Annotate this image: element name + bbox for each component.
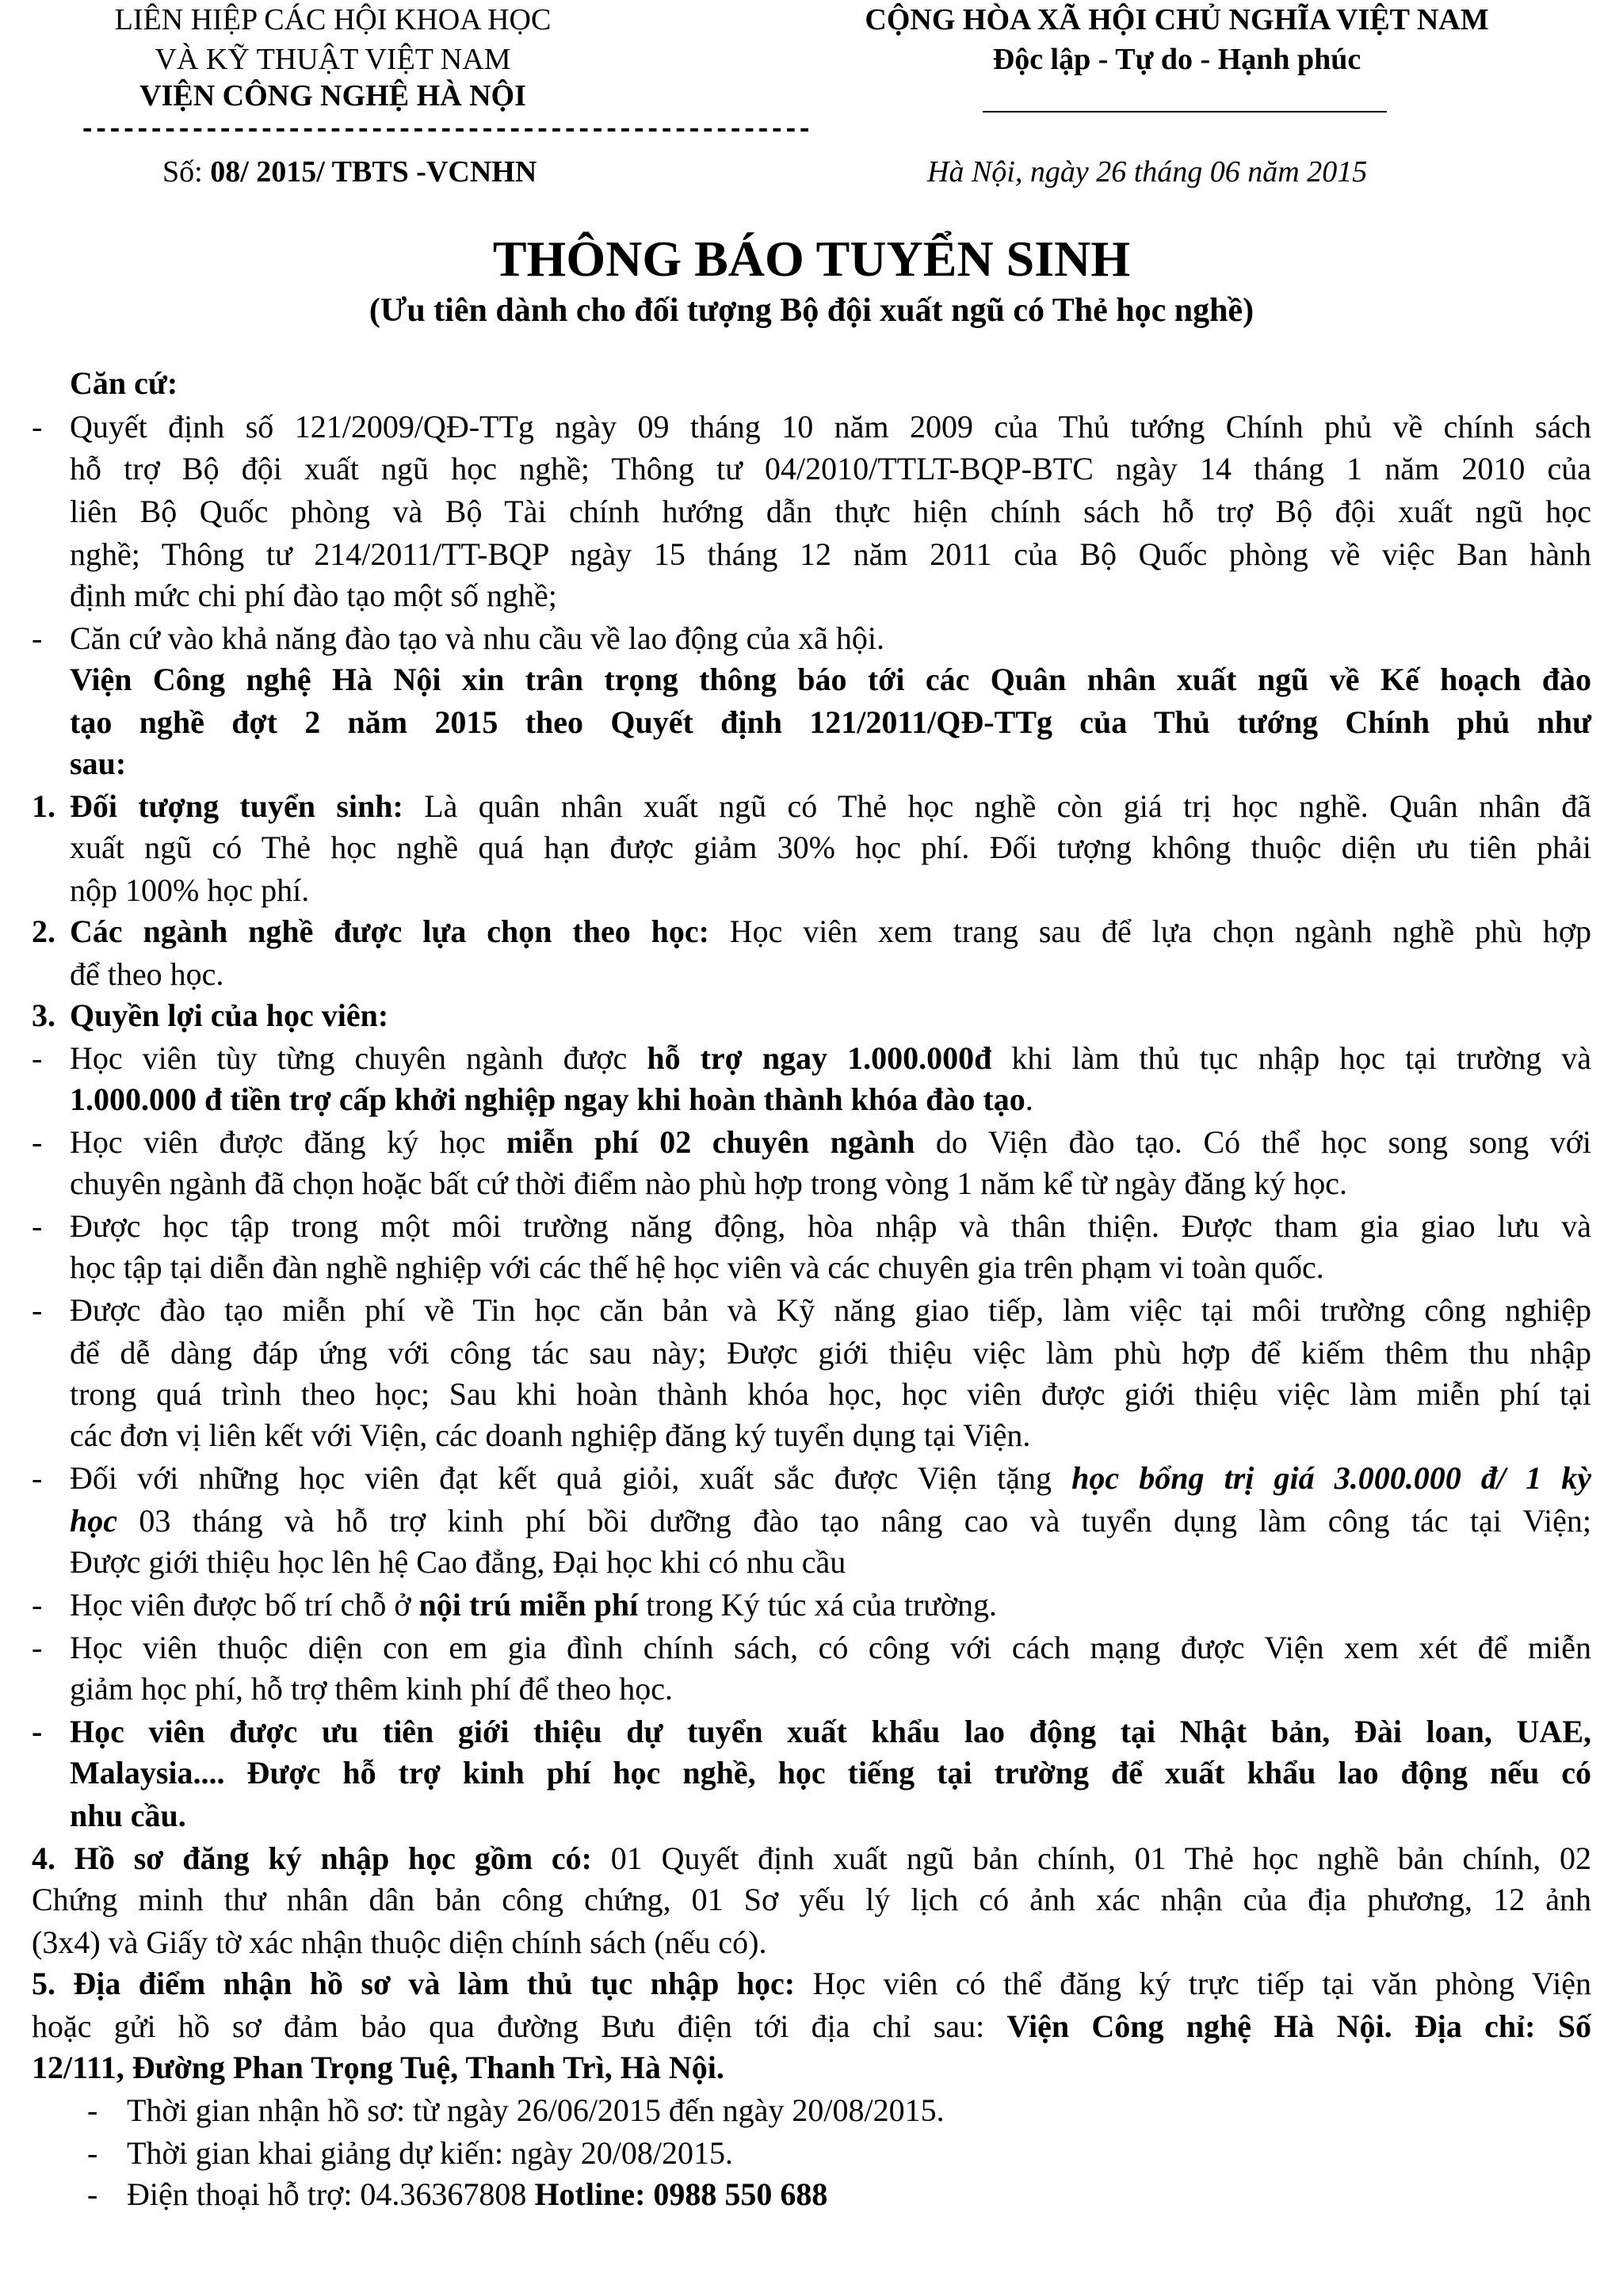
bullet-dash: - [87,2092,98,2128]
ref-number: 08/ 2015/ TBTS -VCNHN [210,155,537,189]
benefit6-highlight: nội trú miễn phí [418,1587,639,1623]
basis-item1-line: liên Bộ Quốc phòng và Bộ Tài chính hướng dẫn thực hiện chính sách hỗ trợ Bộ đội xuất ngũ học [70,494,1591,529]
benefit3-line: học tập tại diễn đàn nghề nghiệp với các thế hệ học viên và các chuyên gia trên phạm vi toàn quốc. [70,1249,1324,1285]
section4-line1 [32,1840,1591,1878]
scholarship-term: học [70,1503,117,1539]
section5-label: 5. Địa điểm nhận hồ sơ và làm thủ tục nhập học: [32,1966,796,2001]
section1-line3: nộp 100% học phí. [70,872,310,908]
benefit4-line: các đơn vị liên kết với Viện, các doanh nghiệp đăng ký tuyển dụng tại Viện. [70,1417,1031,1453]
support-phone [127,2176,827,2214]
benefit7-line: Học viên thuộc diện con em gia đình chính sách, có công với cách mạng được Viện xem xét để miễn [70,1630,1591,1665]
benefit1-bonus: 1.000.000 đ tiền trợ cấp khởi nghiệp ngay khi hoàn thành khóa đào tạo [70,1081,1025,1117]
section3-label: Quyền lợi của học viên: [70,997,389,1033]
motto-underline [983,111,1387,113]
section5-line2 [32,2008,1591,2046]
basis-heading: Căn cứ: [70,365,178,401]
org-name-line1: LIÊN HIỆP CÁC HỘI KHOA HỌC [114,3,552,36]
opening-date: Thời gian khai giảng dự kiến: ngày 20/08/2015. [127,2135,733,2171]
section1-number: 1. [32,788,55,824]
basis-item2: Căn cứ vào khả năng đào tạo và nhu cầu về lao động của xã hội. [70,620,885,656]
benefit1-highlight: hỗ trợ ngay 1.000.000đ [647,1040,992,1076]
section2-line1 [70,913,1591,951]
benefit2-text: Học viên được đăng ký học [70,1124,507,1160]
section4-line3: (3x4) và Giấy tờ xác nhận thuộc diện chính sách (nếu có). [32,1924,767,1960]
benefit5-line1 [70,1459,1591,1497]
benefit5-line2 [70,1502,1591,1540]
benefit1-text: Học viên tùy từng chuyên ngành được [70,1040,647,1076]
header-dash-line: ----------------------------------------------------- [79,116,811,146]
bullet-dash: - [32,1292,43,1328]
benefit8-line: nhu cầu. [70,1798,186,1833]
bullet-dash: - [87,2176,98,2212]
ref-label: Số: [162,155,203,189]
receive-period: Thời gian nhận hồ sơ: từ ngày 26/06/2015 đến ngày 20/08/2015. [127,2092,945,2128]
hotline: Hotline: 0988 550 688 [534,2176,828,2212]
basis-item1-line: Quyết định số 121/2009/QĐ-TTg ngày 09 tháng 10 năm 2009 của Thủ tướng Chính phủ về chính sách [70,409,1591,444]
section4-label: 4. Hồ sơ đăng ký nhập học gồm có: [32,1840,593,1876]
benefit5-text: Đối với những học viên đạt kết quả giỏi, xuất sắc được Viện tặng [70,1460,1072,1496]
benefit4-line: Được đào tạo miễn phí về Tin học căn bản và Kỹ năng giao tiếp, làm việc tại môi trường công nghiệp [70,1292,1591,1328]
bullet-dash: - [32,1587,43,1623]
intro-line: Viện Công nghệ Hà Nội xin trân trọng thông báo tới các Quân nhân xuất ngũ về Kế hoạch đào [70,662,1591,697]
benefit2-text-end: do Viện đào tạo. Có thể học song song với [915,1124,1591,1160]
bullet-dash: - [32,620,43,656]
benefit5-text-cont: 03 tháng và hỗ trợ kinh phí bồi dưỡng đào tạo nâng cao và tuyển dụng làm công tác tại Viện; [117,1503,1591,1539]
benefit2-line1 [70,1123,1591,1161]
basis-item1-line: nghề; Thông tư 214/2011/TT-BQP ngày 15 tháng 12 năm 2011 của Bộ Quốc phòng về việc Ban hành [70,536,1591,572]
section2-text: Học viên xem trang sau để lựa chọn ngành nghề phù hợp [708,913,1591,949]
benefit7-line: giảm học phí, hỗ trợ thêm kinh phí để theo học. [70,1671,674,1707]
benefit3-line: Được học tập trong một môi trường năng động, hòa nhập và thân thiện. Được tham gia giao lưu và [70,1208,1591,1244]
section1-label: Đối tượng tuyển sinh: [70,788,403,824]
benefit5-line3: Được giới thiệu học lên hệ Cao đẳng, Đại học khi có nhu cầu [70,1544,846,1580]
institute-name: VIỆN CÔNG NGHỆ HÀ NỘI [139,79,526,113]
bullet-dash: - [32,1460,43,1496]
place-date: Hà Nội, ngày 26 tháng 06 năm 2015 [927,155,1368,189]
institute-address-label: Viện Công nghệ Hà Nội. Địa chỉ: Số [1006,2008,1592,2044]
benefit8-line: Học viên được ưu tiên giới thiệu dự tuyển xuất khẩu lao động tại Nhật bản, Đài loan, UAE, [70,1714,1591,1749]
national-motto: Độc lập - Tự do - Hạnh phúc [992,43,1361,76]
section1-line2: xuất ngũ có Thẻ học nghề quá hạn được giảm 30% học phí. Đối tượng không thuộc diện ưu tiên phải [70,830,1591,865]
basis-item1-line: hỗ trợ Bộ đội xuất ngũ học nghề; Thông tư 04/2010/TTLT-BQP-BTC ngày 14 tháng 1 năm 2010 của [70,451,1591,486]
section5-text-cont: hoặc gửi hồ sơ đảm bảo qua đường Bưu điện tới địa chỉ sau: [32,2008,1007,2044]
section2-label: Các ngành nghề được lựa chọn theo học: [70,913,709,949]
document-title: THÔNG BÁO TUYỂN SINH [492,231,1131,287]
benefit6-text: Học viên được bố trí chỗ ở [70,1587,419,1623]
benefit4-line: trong quá trình theo học; Sau khi hoàn thành khóa học, học viên được giới thiệu việc làm miễn phí tại [70,1376,1591,1412]
section5-line1 [32,1965,1591,2003]
bullet-dash: - [32,409,43,444]
benefit1-line2 [70,1081,1033,1119]
benefit1-text-end: khi làm thủ tục nhập học tại trường và [991,1040,1591,1076]
benefit1-period: . [1025,1081,1033,1117]
section5-text: Học viên có thể đăng ký trực tiếp tại văn phòng Viện [795,1966,1592,2001]
section2-number: 2. [32,913,55,949]
bullet-dash: - [87,2135,98,2171]
section1-line1 [70,788,1591,826]
bullet-dash: - [32,1714,43,1749]
section4-line2: Chứng minh thư nhân dân bản công chứng, 01 Sơ yếu lý lịch có ảnh xác nhận của địa phương, 12 ảnh [32,1882,1591,1917]
basis-item1-line: định mức chi phí đào tạo một số nghề; [70,578,557,613]
institute-address: 12/111, Đường Phan Trọng Tuệ, Thanh Trì, Hà Nội. [32,2050,724,2085]
section3-number: 3. [32,997,55,1033]
phone-number: Điện thoại hỗ trợ: 04.36367808 [127,2176,535,2212]
bullet-dash: - [32,1124,43,1160]
intro-line: tạo nghề đợt 2 năm 2015 theo Quyết định 121/2011/QĐ-TTg của Thủ tướng Chính phủ như [70,704,1591,740]
bullet-dash: - [32,1630,43,1665]
bullet-dash: - [32,1040,43,1076]
section4-text: 01 Quyết định xuất ngũ bản chính, 01 Thẻ học nghề bản chính, 02 [592,1840,1592,1876]
section1-text: Là quân nhân xuất ngũ có Thẻ học nghề còn giá trị học nghề. Quân nhân đã [403,788,1591,824]
benefit6-line [70,1586,997,1624]
benefit2-highlight: miễn phí 02 chuyên ngành [506,1124,915,1160]
section2-line2: để theo học. [70,956,224,992]
benefit8-line: Malaysia.... Được hỗ trợ kinh phí học nghề, học tiếng tại trường để xuất khẩu lao động nếu có [70,1755,1591,1791]
bullet-dash: - [32,1208,43,1244]
document-number [162,152,537,192]
intro-line: sau: [70,746,127,781]
benefit4-line: để dễ dàng đáp ứng với công tác sau này; Được giới thiệu việc làm phù hợp để kiếm thêm thu nhập [70,1335,1591,1371]
scholarship-value: học bổng trị giá 3.000.000 đ/ 1 kỳ [1071,1460,1591,1496]
benefit1-line1 [70,1039,1591,1077]
document-subtitle: (Ưu tiên dành cho đối tượng Bộ đội xuất ngũ có Thẻ học nghề) [369,292,1254,329]
org-name-line2: VÀ KỸ THUẬT VIỆT NAM [155,43,511,76]
benefit6-text-end: trong Ký túc xá của trường. [638,1587,997,1623]
nation-title: CỘNG HÒA XÃ HỘI CHỦ NGHĨA VIỆT NAM [865,3,1489,36]
benefit2-line2: chuyên ngành đã chọn hoặc bất cứ thời điểm nào phù hợp trong vòng 1 năm kể từ ngày đăng ký học. [70,1165,1347,1201]
